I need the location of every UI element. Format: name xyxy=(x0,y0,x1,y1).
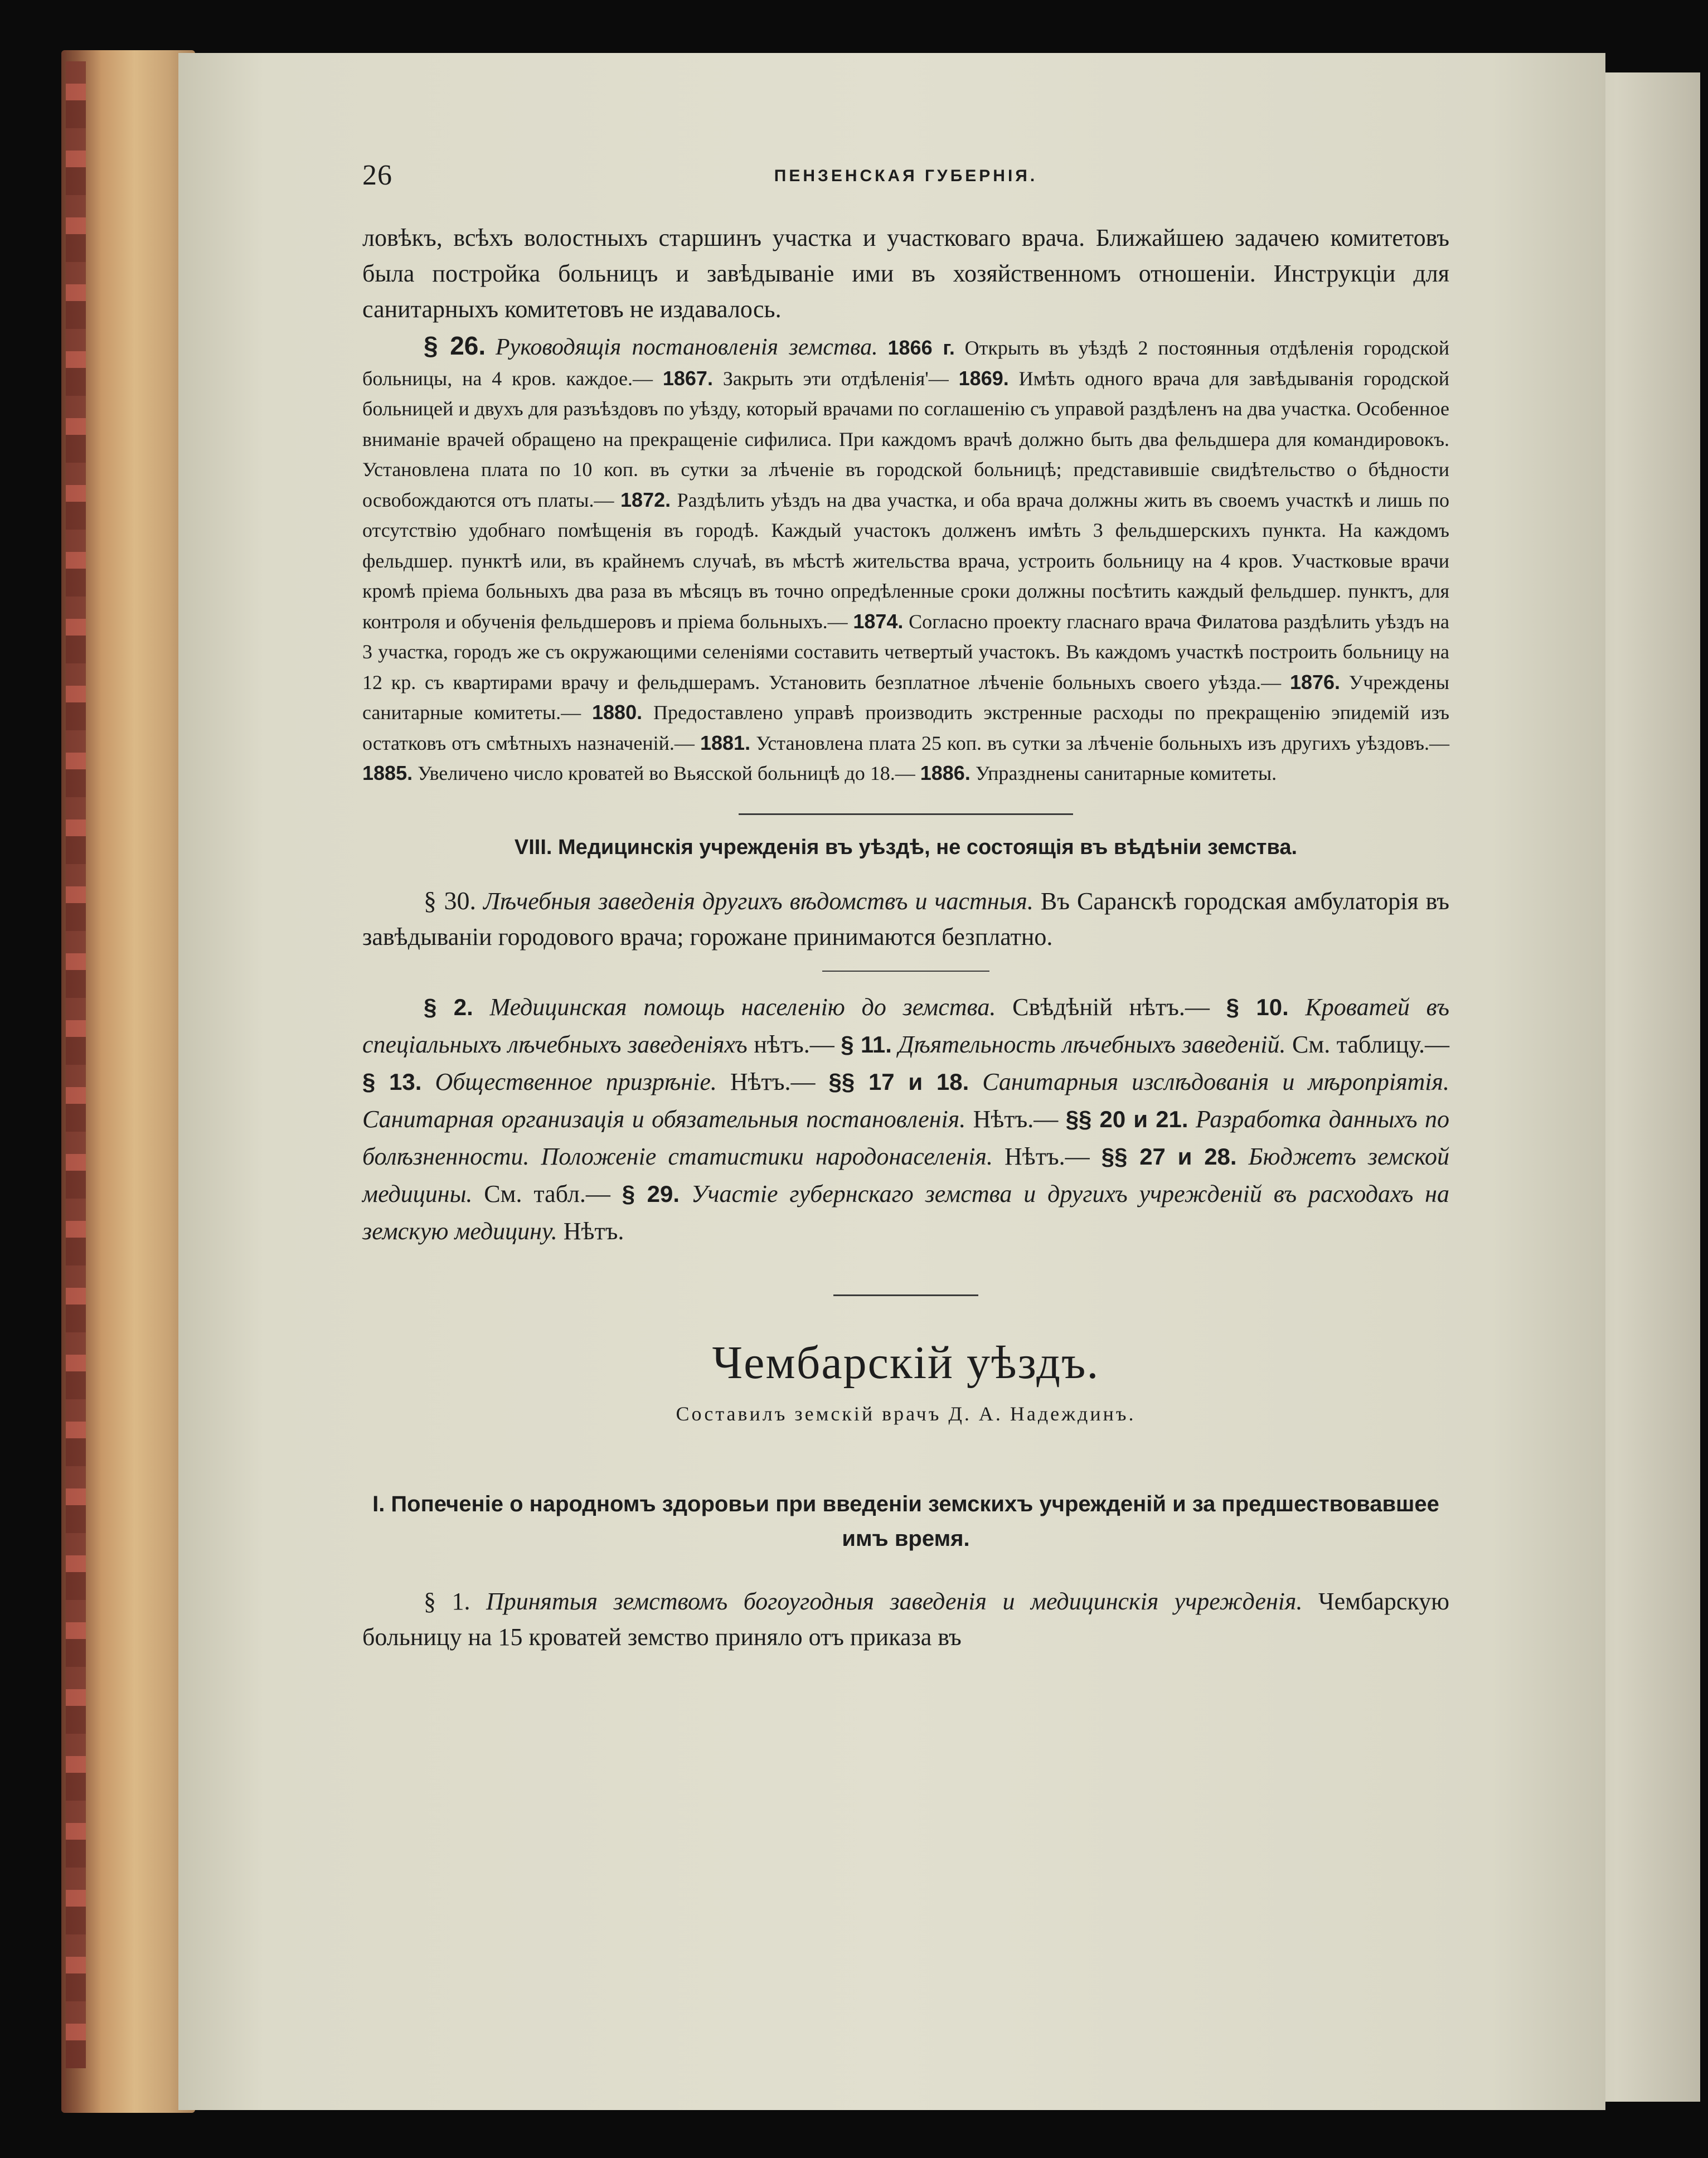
paragraph-1-title: Принятыя земствомъ богоугодныя заведенія и медицинскія учрежденія. xyxy=(486,1587,1303,1615)
year-text: Раздѣлить уѣздъ на два участка, и оба врача должны жить въ своемъ участкѣ и лишь по отсутствію удобнаго помѣщенія въ городѣ. Каждый участокъ долженъ имѣть 3 фельдшерскихъ пункта. На каждомъ фельдшер. пунктѣ или, въ крайнемъ случаѣ, въ мѣстѣ жительства врача, устроить больницу на 4 кров. Участковые врачи кромѣ пріема больныхъ два раза въ мѣсяцъ въ точно опредѣленные сроки должны посѣтить каждый фельдшер. пунктъ, для контроля и обученія фельдшеровъ и пріема больныхъ.— xyxy=(362,488,1449,633)
section-note: См. табл.— xyxy=(472,1180,622,1207)
running-head: ПЕНЗЕНСКАЯ ГУБЕРНІЯ. xyxy=(774,167,1038,185)
year-label: 1886. xyxy=(920,762,971,784)
section-note: Нѣтъ. xyxy=(557,1217,624,1245)
divider xyxy=(822,971,989,972)
section-title: Участіе губернскаго земства и другихъ учрежденій въ расходахъ на земскую медицину. xyxy=(362,1180,1449,1245)
year-label: 1876. xyxy=(1289,670,1341,694)
section-26-number: § 26. xyxy=(424,331,486,360)
section-ref: § 13. xyxy=(362,1068,422,1095)
year-label: 1867. xyxy=(662,366,713,390)
summary-paragraph xyxy=(362,988,1449,1250)
year-text: Имѣть одного врача для завѣдыванія городской больницей и двухъ для разъѣздовъ по уѣзду, который врачами по соглашенію съ управой раздѣленъ на два участка. Особенное вниманіе врачей обращено на прекращеніе сифилиса. При каждомъ врачѣ должно быть два фельдшера для командировокъ. Установлена плата по 10 коп. въ сутки за лѣченіе въ городской больницѣ; представившіе свидѣтельство о бѣдности освобождаются отъ платы.— xyxy=(362,367,1449,511)
page-content xyxy=(362,159,1449,1655)
year-text: Установлена плата 25 коп. въ сутки за лѣченіе больныхъ изъ другихъ уѣздовъ.— xyxy=(750,731,1449,754)
paragraph-1-text: Чембарскую больницу на 15 кроватей земство приняло отъ приказа въ xyxy=(362,1587,1450,1651)
section-26-paragraph xyxy=(362,331,1449,789)
year-text: Открыть въ уѣздѣ 2 постоянныя отдѣленія городской больницы, на 4 кров. каждое.— xyxy=(362,337,1450,390)
year-text: Увеличено число кроватей во Вьясской больницѣ до 18.— xyxy=(413,762,920,784)
section-title: Общественное призрѣніе. xyxy=(421,1068,717,1095)
section-30-title: Лѣчебныя заведенія другихъ вѣдомствъ и частныя. xyxy=(483,887,1033,915)
book-spine xyxy=(66,61,86,2068)
section-26-title: Руководящія постановленія земства. xyxy=(496,334,878,360)
compiler-line: Составилъ земскій врачъ Д. А. Надеждинъ. xyxy=(676,1402,1136,1425)
year-label: 1881. xyxy=(700,731,751,754)
section-note: Нѣтъ.— xyxy=(992,1142,1102,1170)
section-title: Кроватей въ спеціальныхъ лѣчебныхъ заведеніяхъ xyxy=(362,993,1449,1058)
year-text: Закрыть эти отдѣленія'— xyxy=(712,367,959,390)
divider xyxy=(739,813,1073,815)
section-ref: § 10. xyxy=(1226,993,1289,1020)
book-page xyxy=(178,53,1605,2110)
page-header xyxy=(362,159,1449,220)
divider xyxy=(833,1294,978,1296)
section-title: Бюджетъ земской медицины. xyxy=(362,1142,1449,1207)
year-label: 1880. xyxy=(592,701,643,724)
paragraph-1-number: § 1. xyxy=(424,1587,470,1615)
section-note: Нѣтъ.— xyxy=(716,1068,829,1095)
section-ref: § 29. xyxy=(622,1180,680,1207)
section-8-heading: VIII. Медицинскія учрежденія въ уѣздѣ, не состоящія въ вѣдѣніи земства. xyxy=(514,835,1298,859)
section-ref: § 2. xyxy=(424,993,473,1020)
section-note: Нѣтъ.— xyxy=(965,1105,1066,1133)
section-30-number: § 30. xyxy=(424,886,477,915)
page-number: 26 xyxy=(362,159,392,191)
section-note: Свѣдѣній нѣтъ.— xyxy=(996,993,1226,1021)
section-title: Разработка данныхъ по болѣзненности. Положеніе статистики народонаселенія. xyxy=(362,1105,1449,1170)
section-ref: §§ 20 и 21. xyxy=(1065,1105,1188,1132)
year-text: Предоставлено управѣ производить экстренные расходы по прекращенію эпидемій изъ остатковъ отъ смѣтныхъ назначеній.— xyxy=(362,701,1449,754)
section-ref: §§ 17 и 18. xyxy=(828,1068,969,1095)
section-title: Дѣятельность лѣчебныхъ заведеній. xyxy=(891,1030,1286,1058)
section-title: Медицинская помощь населенію до земства. xyxy=(473,993,996,1021)
year-label: 1866 г. xyxy=(887,336,955,359)
section-ref: § 11. xyxy=(841,1031,892,1058)
section-30-text: Въ Саранскѣ городская амбулаторія въ завѣдываніи городового врача; горожане принимаются безплатно. xyxy=(362,887,1450,951)
section-note: нѣтъ.— xyxy=(747,1030,841,1058)
year-label: 1872. xyxy=(620,488,671,511)
intro-paragraph: ловѣкъ, всѣхъ волостныхъ старшинъ участка и участковаго врача. Ближайшею задачею комитетовъ была постройка больницъ и завѣдываніе ими въ хозяйственномъ отношеніи. Инструкціи для санитарныхъ комитетовъ не издавалось. xyxy=(362,224,1449,323)
year-label: 1885. xyxy=(362,762,413,784)
section-30-paragraph xyxy=(362,883,1449,955)
section-1-heading: I. Попеченіе о народномъ здоровьи при введеніи земскихъ учрежденій и за предшествовавшее имъ время. xyxy=(372,1491,1439,1551)
section-26-body xyxy=(362,337,1449,784)
district-title: Чембарскій уѣздъ. xyxy=(712,1336,1100,1389)
year-label: 1874. xyxy=(853,609,904,633)
section-note: См. таблицу.— xyxy=(1285,1030,1449,1058)
section-title: Санитарныя изслѣдованія и мѣропріятія. Санитарная организація и обязательныя постановленія. xyxy=(362,1068,1449,1133)
year-label: 1869. xyxy=(958,366,1009,390)
year-text: Упразднены санитарные комитеты. xyxy=(970,762,1277,784)
year-text: Учреждены санитарные комитеты.— xyxy=(362,671,1449,724)
paragraph-1 xyxy=(362,1584,1449,1655)
year-text: Согласно проекту гласнаго врача Филатова раздѣлить уѣздъ на 3 участка, городъ же съ окружающими селеніями составить четвертый участокъ. Въ каждомъ участкѣ построить больницу на 12 кр. съ квартирами врачу и фельдшерамъ. Установить безплатное лѣченіе больныхъ своего уѣзда.— xyxy=(362,610,1449,694)
section-ref: §§ 27 и 28. xyxy=(1101,1143,1237,1170)
